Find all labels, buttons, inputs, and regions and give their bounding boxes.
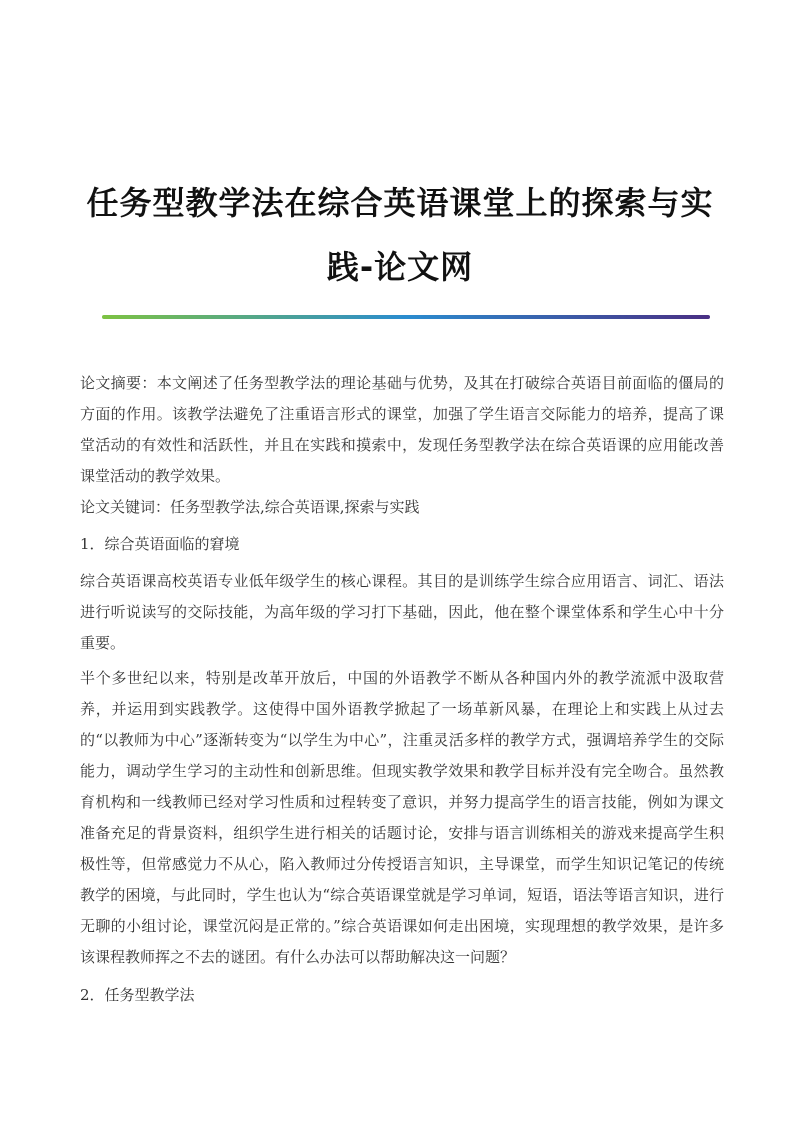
title-line-1: 任务型教学法在综合英语课堂上的探索与实 <box>86 184 714 223</box>
article-body <box>80 368 724 1011</box>
body-paragraph-1: 综合英语课高校英语专业低年级学生的核心课程。其目的是训练学生综合应用语言、词汇、语法进行听说读写的交际技能，为高年级的学习打下基础，因此，他在整个课堂体系和学生心中十分重要。 <box>80 572 724 652</box>
section-heading-1: 1．综合英语面临的窘境 <box>80 535 240 553</box>
title-line-2: 践-论文网 <box>326 248 474 287</box>
abstract-paragraph: 论文摘要：本文阐述了任务型教学法的理论基础与优势，及其在打破综合英语目前面临的僵局的方面的作用。该教学法避免了注重语言形式的课堂，加强了学生语言交际能力的培养，提高了课堂活动的有效性和活跃性，并且在实践和摸索中，发现任务型教学法在综合英语课的应用能改善课堂活动的教学效果。 <box>80 374 724 485</box>
section-heading-2: 2．任务型教学法 <box>80 986 195 1004</box>
title-divider <box>102 315 710 319</box>
page-title <box>70 171 730 299</box>
body-paragraph-2: 半个多世纪以来，特别是改革开放后，中国的外语教学不断从各种国内外的教学流派中汲取营养，并运用到实践教学。这使得中国外语教学掀起了一场革新风暴，在理论上和实践上从过去的“以教师为中心”逐渐转变为“以学生为中心”，注重灵活多样的教学方式，强调培养学生的交际能力，调动学生学习的主动性和创新思维。但现实教学效果和教学目标并没有完全吻合。虽然教育机构和一线教师已经对学习性质和过程转变了意识，并努力提高学生的语言技能，例如为课文准备充足的背景资料，组织学生进行相关的话题讨论，安排与语言训练相关的游戏来提高学生积极性等，但常感觉力不从心，陷入教师过分传授语言知识，主导课堂，而学生知识记笔记的传统教学的困境，与此同时，学生也认为“综合英语课堂就是学习单词，短语，语法等语言知识，进行无聊的小组讨论，课堂沉闷是正常的。”综合英语课如何走出困境，实现理想的教学效果，是许多该课程教师挥之不去的谜团。有什么办法可以帮助解决这一问题？ <box>80 669 724 966</box>
keywords-paragraph: 论文关键词：任务型教学法,综合英语课,探索与实践 <box>80 498 420 516</box>
